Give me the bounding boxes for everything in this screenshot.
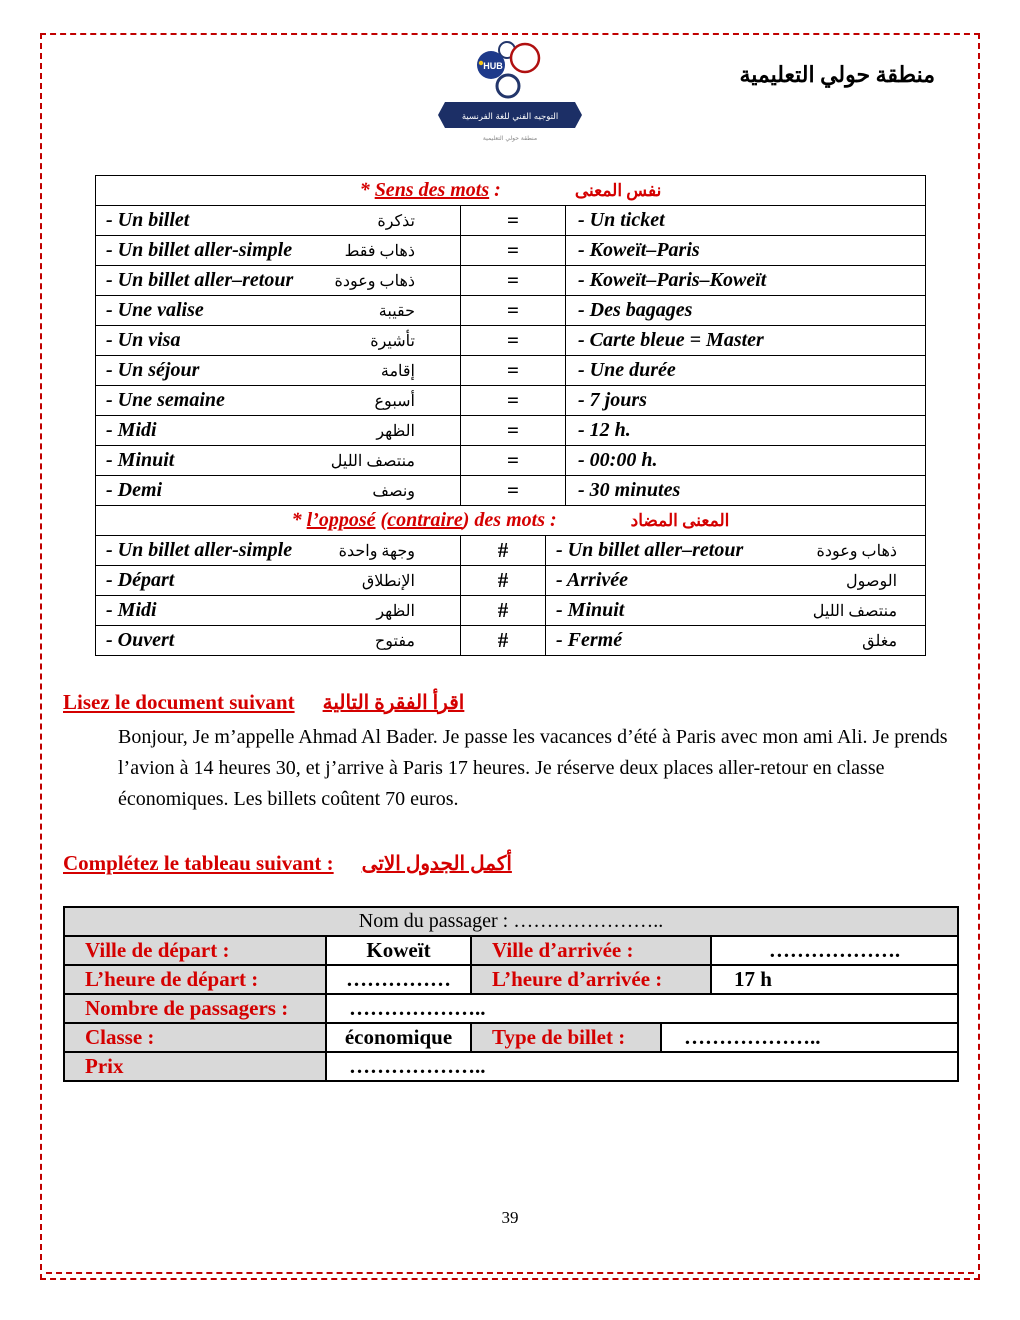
left-cell xyxy=(96,266,461,296)
arabic-gloss: الظهر xyxy=(376,422,415,440)
french-term: - Une semaine xyxy=(106,389,225,411)
ticket-type-blank: ……………….. xyxy=(661,1023,958,1052)
logo-sub-text: منطقة حولي التعليمية xyxy=(482,135,538,142)
title-underlined-2: contraire xyxy=(387,509,463,531)
title-underlined-1: l’opposé xyxy=(306,509,376,531)
opposite-term: - Minuit xyxy=(556,599,625,621)
table-row xyxy=(96,626,926,656)
equals-sign: = xyxy=(461,386,566,416)
table-row xyxy=(96,566,926,596)
equals-sign: = xyxy=(461,416,566,446)
table-row xyxy=(64,907,958,936)
opposite-term: - Un billet aller–retour xyxy=(556,539,744,561)
table-row xyxy=(96,356,926,386)
title-star: * xyxy=(359,179,375,201)
page-header xyxy=(0,0,1020,175)
opposite-term: - Arrivée xyxy=(556,569,629,591)
match-term: - Koweït–Paris–Koweït xyxy=(578,269,767,291)
oppose-title xyxy=(292,509,557,531)
match-cell xyxy=(566,356,926,386)
match-cell xyxy=(566,296,926,326)
passenger-name-header: Nom du passager : ………………….. xyxy=(64,907,958,936)
page-number: 39 xyxy=(501,1208,519,1227)
french-term: - Minuit xyxy=(106,449,175,471)
sens-title-cell xyxy=(96,176,926,206)
match-term: - 12 h. xyxy=(578,419,631,441)
french-term: - Un visa xyxy=(106,329,181,351)
arrival-city-label: Ville d’arrivée : xyxy=(471,936,711,965)
french-term: - Un billet aller-simple xyxy=(106,539,293,561)
reading-heading xyxy=(63,690,1020,715)
table-title-row xyxy=(96,506,926,536)
arabic-gloss: ذهاب فقط xyxy=(344,242,415,260)
hash-sign: # xyxy=(461,566,546,596)
arabic-gloss: حقيبة xyxy=(378,302,415,320)
arabic-gloss: مفتوح xyxy=(374,632,415,650)
right-cell xyxy=(546,536,926,566)
left-cell xyxy=(96,356,461,386)
french-term: - Un billet aller-simple xyxy=(106,239,293,261)
equals-sign: = xyxy=(461,326,566,356)
hash-sign: # xyxy=(461,536,546,566)
table-row xyxy=(96,386,926,416)
sens-title-arabic: نفس المعنى xyxy=(574,181,662,200)
price-blank: ……………….. xyxy=(326,1052,958,1081)
left-cell xyxy=(96,596,461,626)
equals-sign: = xyxy=(461,236,566,266)
vocab-oppose-table xyxy=(95,505,926,656)
table-row xyxy=(64,1023,958,1052)
match-term: - 00:00 h. xyxy=(578,449,658,471)
left-cell xyxy=(96,206,461,236)
table-row xyxy=(96,326,926,356)
table-row xyxy=(64,936,958,965)
left-cell xyxy=(96,236,461,266)
oppose-title-arabic: المعنى المضاد xyxy=(630,511,730,530)
left-cell xyxy=(96,296,461,326)
title-tail: ) des mots : xyxy=(462,509,557,531)
hash-sign: # xyxy=(461,596,546,626)
arrival-city-blank: ………………. xyxy=(711,936,958,965)
vocab-sens-table xyxy=(95,175,926,506)
match-term: - 7 jours xyxy=(578,389,647,411)
table-row xyxy=(96,536,926,566)
table-row xyxy=(96,206,926,236)
table-row xyxy=(64,994,958,1023)
school-logo xyxy=(435,36,585,151)
french-term: - Départ xyxy=(106,569,175,591)
opposite-arabic: منتصف الليل xyxy=(812,602,898,620)
left-cell xyxy=(96,416,461,446)
right-cell xyxy=(546,596,926,626)
left-cell xyxy=(96,566,461,596)
title-underlined: Sens des mots xyxy=(374,179,490,201)
arabic-gloss: الظهر xyxy=(376,602,415,620)
opposite-term: - Fermé xyxy=(556,629,623,651)
equals-sign: = xyxy=(461,446,566,476)
left-cell xyxy=(96,536,461,566)
right-cell xyxy=(546,626,926,656)
reading-heading-arabic: اقرأ الفقرة التالية xyxy=(322,692,465,714)
passenger-form-table xyxy=(63,906,959,1082)
logo-banner-text: التوجيه الفني للغة الفرنسية xyxy=(461,112,559,122)
class-value: économique xyxy=(326,1023,471,1052)
reading-paragraph: Bonjour, Je m’appelle Ahmad Al Bader. Je passe les vacances d’été à Paris avec mon ami Ali. Je prends l’avion à 14 heures 30, et j’arrive à Paris 17 heures. Je réserve deux places aller-retour en classe économiques. Les billets coûtent 70 euros. xyxy=(118,726,948,810)
hash-sign: # xyxy=(461,626,546,656)
table-row xyxy=(96,416,926,446)
arabic-gloss: تذكرة xyxy=(377,212,415,230)
title-star: * xyxy=(291,509,307,531)
french-term: - Un billet aller–retour xyxy=(106,269,294,291)
match-term: - Des bagages xyxy=(578,299,693,321)
arabic-gloss: ونصف xyxy=(372,482,415,500)
departure-city-value: Koweït xyxy=(326,936,471,965)
left-cell xyxy=(96,386,461,416)
match-cell xyxy=(566,416,926,446)
price-label: Prix xyxy=(64,1052,326,1081)
match-term: - Une durée xyxy=(578,359,676,381)
complete-heading-french: Complétez le tableau suivant : xyxy=(63,851,334,875)
arabic-gloss: وجهة واحدة xyxy=(338,542,415,560)
departure-time-label: L’heure de départ : xyxy=(64,965,326,994)
equals-sign: = xyxy=(461,296,566,326)
french-term: - Midi xyxy=(106,599,157,621)
ticket-type-label: Type de billet : xyxy=(471,1023,661,1052)
french-term: - Un billet xyxy=(106,209,190,231)
table-row xyxy=(96,476,926,506)
equals-sign: = xyxy=(461,356,566,386)
complete-heading-arabic: أكمل الجدول الاتى xyxy=(361,853,512,875)
logo-hub-text: HUB xyxy=(483,61,503,71)
right-cell xyxy=(546,566,926,596)
passenger-count-blank: ……………….. xyxy=(326,994,958,1023)
arabic-gloss: تأشيرة xyxy=(370,332,415,350)
table-row xyxy=(64,1052,958,1081)
opposite-arabic: ذهاب وعودة xyxy=(816,542,898,560)
equals-sign: = xyxy=(461,266,566,296)
table-row xyxy=(96,266,926,296)
match-cell xyxy=(566,206,926,236)
match-cell xyxy=(566,236,926,266)
arrival-time-value: 17 h xyxy=(711,965,958,994)
district-title: منطقة حولي التعليمية xyxy=(739,62,935,87)
departure-city-label: Ville de départ : xyxy=(64,936,326,965)
match-term: - 30 minutes xyxy=(578,479,681,501)
match-cell xyxy=(566,326,926,356)
logo-circle-white xyxy=(497,75,519,97)
match-cell xyxy=(566,446,926,476)
arrival-time-label: L’heure d’arrivée : xyxy=(471,965,711,994)
match-cell xyxy=(566,386,926,416)
title-mid: ( xyxy=(375,509,388,531)
arabic-gloss: منتصف الليل xyxy=(330,452,415,470)
table-title-row xyxy=(96,176,926,206)
arabic-gloss: الإنطلاق xyxy=(361,572,415,590)
table-row xyxy=(96,296,926,326)
arabic-gloss: أسبوع xyxy=(374,392,415,410)
match-term: - Un ticket xyxy=(578,209,665,231)
french-term: - Ouvert xyxy=(106,629,175,651)
left-cell xyxy=(96,476,461,506)
reading-heading-french: Lisez le document suivant xyxy=(63,690,295,714)
opposite-arabic: مغلق xyxy=(862,632,898,650)
left-cell xyxy=(96,626,461,656)
equals-sign: = xyxy=(461,476,566,506)
match-cell xyxy=(566,476,926,506)
passenger-count-label: Nombre de passagers : xyxy=(64,994,326,1023)
french-term: - Demi xyxy=(106,479,163,501)
table-row xyxy=(96,446,926,476)
complete-heading xyxy=(63,851,1020,876)
arabic-gloss: إقامة xyxy=(380,362,415,380)
left-cell xyxy=(96,446,461,476)
french-term: - Un séjour xyxy=(106,359,200,381)
french-term: - Midi xyxy=(106,419,157,441)
title-tail: : xyxy=(489,179,501,201)
table-row xyxy=(64,965,958,994)
table-row xyxy=(96,596,926,626)
arabic-gloss: ذهاب وعودة xyxy=(334,272,415,290)
match-cell xyxy=(566,266,926,296)
logo-circle-red xyxy=(511,44,539,72)
oppose-title-cell xyxy=(96,506,926,536)
departure-time-blank: …………… xyxy=(326,965,471,994)
equals-sign: = xyxy=(461,206,566,236)
class-label: Classe : xyxy=(64,1023,326,1052)
match-term: - Koweït–Paris xyxy=(578,239,700,261)
french-term: - Une valise xyxy=(106,299,204,321)
match-term: - Carte bleue = Master xyxy=(578,329,764,351)
opposite-arabic: الوصول xyxy=(845,572,898,590)
sens-title xyxy=(360,179,501,201)
table-row xyxy=(96,236,926,266)
left-cell xyxy=(96,326,461,356)
